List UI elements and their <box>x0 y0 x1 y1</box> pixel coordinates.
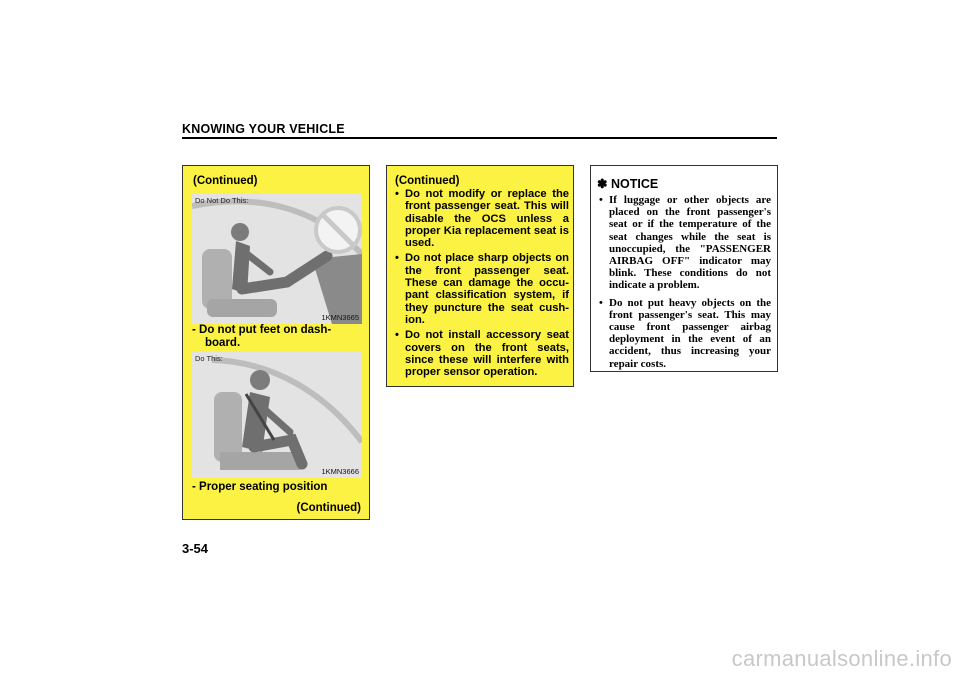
proper-seating-illustration <box>192 352 362 478</box>
list-item: • Do not modify or replace the front passenger seat. This will disable the OCS unless a proper Kia replacement seat is used. <box>393 188 569 249</box>
notice-heading <box>597 176 658 191</box>
list-item: • Do not put heavy objects on the front passenger's seat. This may cause front passenger airbag deployment in the event of an accident, thus increasing your repair costs. <box>597 297 771 370</box>
notice-title: NOTICE <box>610 177 659 191</box>
caption-feet-on-dashboard <box>192 324 368 349</box>
seating-illustrations-panel <box>182 165 370 520</box>
figure1-label: Do Not Do This: <box>195 196 249 205</box>
list-item: • Do not place sharp objects on the front passenger seat. These can damage the occu-pant classification system, if they puncture the seat cush-ion. <box>393 252 569 326</box>
figure2-label: Do This: <box>195 354 223 363</box>
caption-proper-seating: - Proper seating position <box>192 481 328 493</box>
header-rule <box>182 137 777 139</box>
figure-do-not-do-this <box>192 194 362 324</box>
continued-label-top: (Continued) <box>193 175 258 187</box>
ocs-warning-list <box>393 188 569 381</box>
figure-do-this <box>192 352 362 478</box>
caption1-line2: board. <box>205 336 241 349</box>
notice-list <box>597 194 771 375</box>
page-number: 3-54 <box>182 541 209 556</box>
ocs-warnings-panel <box>386 165 574 387</box>
figure2-code: 1KMN3666 <box>321 467 359 476</box>
watermark: carmanualsonline.info <box>731 646 952 671</box>
continued-label-bottom: (Continued) <box>296 502 361 514</box>
notice-panel <box>590 165 778 372</box>
continued-label: (Continued) <box>395 175 460 187</box>
figure1-code: 1KMN3665 <box>321 313 359 322</box>
caption1-line1: - Do not put feet on dash- <box>192 324 332 336</box>
list-item: • If luggage or other objects are placed on the front passenger's seat or if the temperature of the seat changes while the seat is unoccupied, the "PASSENGER AIRBAG OFF" indicator may blink. These conditions do not indicate a problem. <box>597 194 771 292</box>
feet-on-dashboard-illustration <box>192 194 362 324</box>
list-item: • Do not install accessory seat covers on the front seats, since these will interfere with proper sensor operation. <box>393 329 569 378</box>
section-header: KNOWING YOUR VEHICLE <box>182 122 345 136</box>
notice-icon: ✽ <box>597 177 608 191</box>
